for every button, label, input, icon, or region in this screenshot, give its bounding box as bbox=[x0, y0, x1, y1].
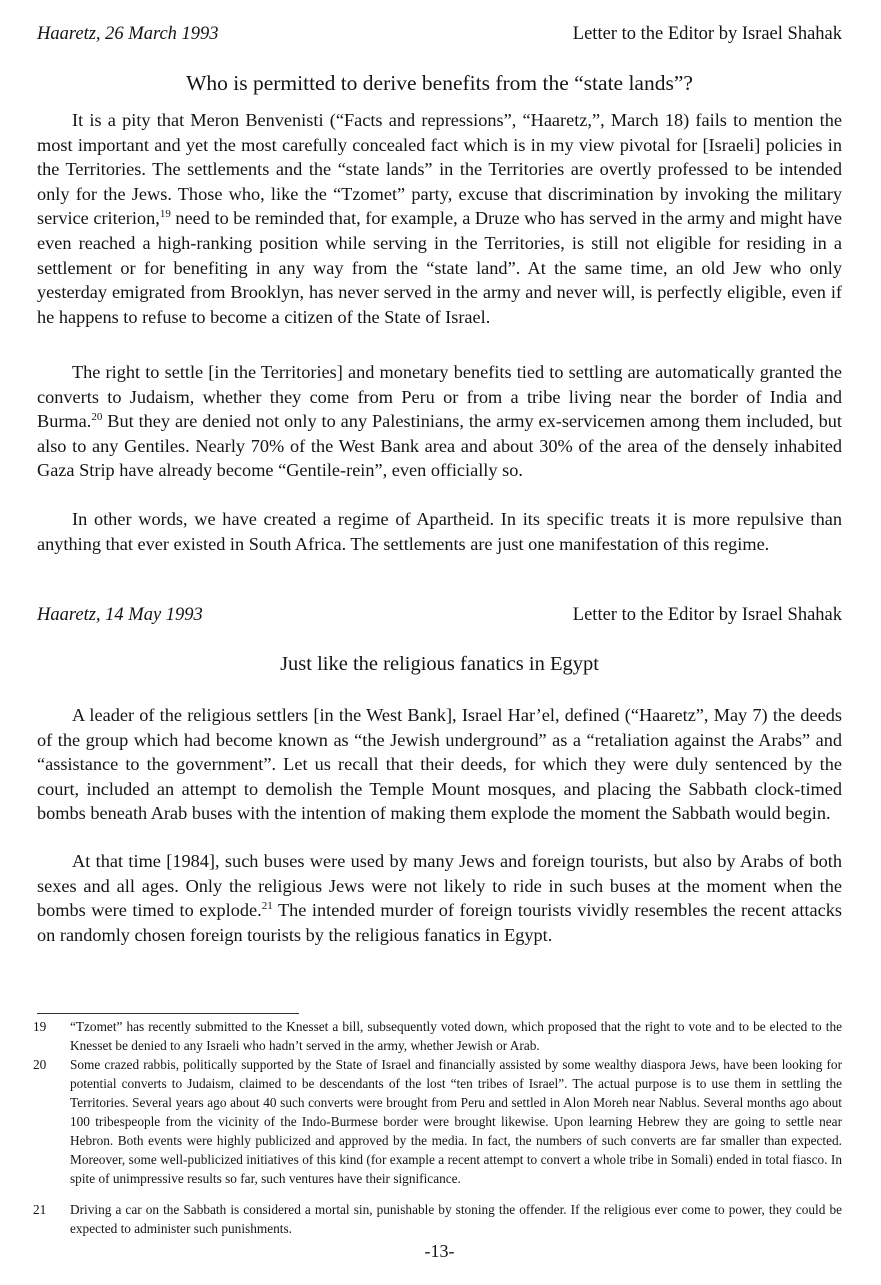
paragraph-text: But they are denied not only to any Palestinians, the army ex-servicemen among them included, but also to any Gentiles. Nearly 70% of the West Bank area and about 30% of the area of the densely inhabited Gaza Strip have already become “Gentile-rein”, even officially so. bbox=[37, 411, 842, 481]
footnote-text: “Tzomet” has recently submitted to the Knesset a bill, subsequently voted down, which proposed that the right to vote and to be elected to the Knesset be denied to any Israeli who hadn’t served in the army, whether Jewish or Arab. bbox=[70, 1019, 842, 1053]
paragraph-text: It is a pity that Meron Benvenisti (“Facts and repressions”, “Haaretz,”, March 18) fails to mention the most important and yet the most carefully concealed fact which is in my view pivotal for [Israeli] policies in the Territories. The settlements and the “state lands” in the Territories are overtly professed to be intended only for the Jews. Those who, like the “Tzomet” party, excuse that discrimination by invoking the military service criterion, bbox=[37, 110, 842, 229]
article1-paragraph-3: In other words, we have created a regime of Apartheid. In its specific treats it is more repulsive than anything that ever existed in South Africa. The settlements are just one manifestation of this regime. bbox=[37, 509, 842, 554]
footnote-text: Some crazed rabbis, politically supported by the State of Israel and financially assisted by some wealthy diaspora Jews, have been looking for potential converts to Judaism, claimed to be descendants of the lost “ten tribes of Israel”. The actual purpose is to use them in settling the Territories. Several years ago about 40 such converts were brought from Peru and settled in Alon Moreh near Nablus. Several months ago about 100 tribespeople from the vicinity of the Indo-Burmese border were brought likewise. Upon learning Hebrew they are going to settle near Hebron. Both events were highly publicized and approved by the media. In fact, the numbers of such converts are far smaller than expected. Moreover, some well-publicized initiatives of this kind (for example a recent attempt to convert a whole tribe in Somali) ended in total fiasco. In spite of unimpressive results so far, such ventures have their significance. bbox=[70, 1057, 842, 1186]
article2-paragraph-1: A leader of the religious settlers [in the West Bank], Israel Har’el, defined (“Haaretz”, May 7) the deeds of the group which had become known as “the Jewish underground” as a “retaliation against the Arabs” and “assistance to the government”. Let us recall that their deeds, for which they were duly sentenced by the court, included an attempt to demolish the Temple Mount mosques, and placing the Sabbath clock-timed bombs beneath Arab buses with the intention of making them explode the moment the Sabbath would begin. bbox=[37, 705, 842, 824]
article2-source: Haaretz, 14 May 1993 bbox=[37, 605, 203, 625]
footnote-ref-20[interactable]: 20 bbox=[91, 411, 103, 424]
paragraph-text: The right to settle [in the Territories] and monetary benefits tied to settling are automatically granted the converts to Judaism, whether they come from Peru or from a tribe living near the border of India and Burma. bbox=[37, 362, 842, 432]
paragraph-text: At that time [1984], such buses were used by many Jews and foreign tourists, but also by Arabs of both sexes and all ages. Only the religious Jews were not likely to ride in such buses at the moment when the bombs were timed to explode. bbox=[37, 851, 842, 921]
footnote-ref-21[interactable]: 21 bbox=[261, 900, 273, 913]
article2-dateline bbox=[37, 603, 842, 627]
footnote-ref-19[interactable]: 19 bbox=[159, 208, 171, 221]
article1-byline: Letter to the Editor by Israel Shahak bbox=[572, 24, 842, 44]
footnote-number: 20 bbox=[33, 1057, 47, 1072]
paragraph-text: The intended murder of foreign tourists vividly resembles the recent attacks on randomly chosen foreign tourists by the religious fanatics in Egypt. bbox=[37, 900, 842, 945]
article2-byline: Letter to the Editor by Israel Shahak bbox=[572, 605, 842, 625]
article1-source: Haaretz, 26 March 1993 bbox=[37, 24, 219, 44]
footnote-number: 21 bbox=[33, 1202, 47, 1217]
article1-paragraph-2 bbox=[37, 360, 842, 483]
paragraph-text: need to be reminded that, for example, a Druze who has served in the army and might have even reached a high-ranking position while serving in the Territories, is still not eligible for residing in a settlement or for benefiting in any way from the “state land”. At the same time, an old Jew who only yesterday emigrated from Brooklyn, has never served in the army and never will, is perfectly eligible, even if he happens to refuse to become a citizen of the State of Israel. bbox=[37, 208, 842, 327]
article1-paragraph-1 bbox=[37, 108, 842, 329]
page-number: -13- bbox=[424, 1241, 455, 1261]
article2-title: Just like the religious fanatics in Egypt bbox=[280, 653, 599, 675]
footnote-separator bbox=[37, 1013, 299, 1014]
footnote-text: Driving a car on the Sabbath is considered a mortal sin, punishable by stoning the offender. If the religious ever come to power, they could be expected to administer such punishments. bbox=[70, 1202, 842, 1236]
article1-title: Who is permitted to derive benefits from the “state lands”? bbox=[186, 71, 693, 95]
footnote-number: 19 bbox=[33, 1019, 47, 1034]
article2-paragraph-2 bbox=[37, 849, 842, 947]
article1-dateline bbox=[37, 22, 842, 46]
